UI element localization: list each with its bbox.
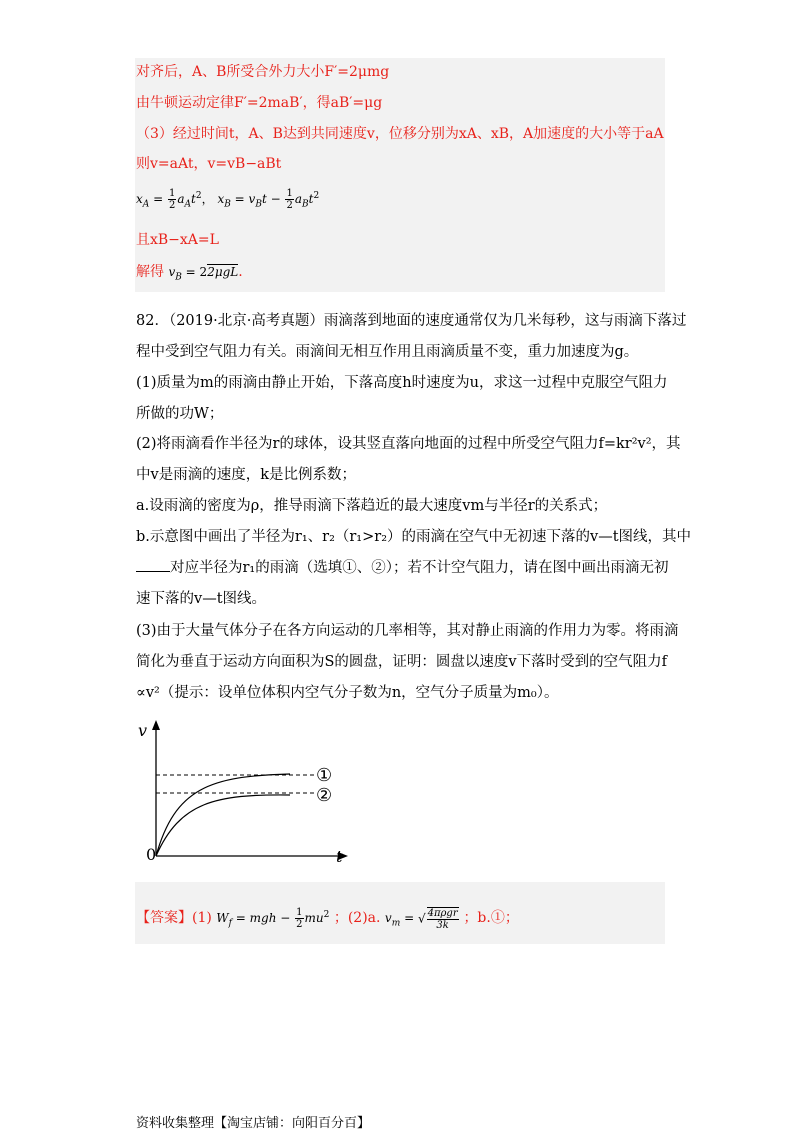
question-para-7: a.设雨滴的密度为ρ，推导雨滴下落趋近的最大速度vm与半径r的关系式； [136, 498, 608, 514]
origin-label: 0 [146, 845, 157, 864]
solution-line-1: 对齐后，A、B所受合外力大小F′=2μmg [136, 64, 390, 80]
vt-graph [130, 718, 360, 868]
question-para-6: 中v是雨滴的速度，k是比例系数； [136, 467, 356, 483]
solution-line-4: 则v=aAt，v=vB−aBt [136, 156, 282, 172]
footer-note: 资料收集整理【淘宝店铺：向阳百分百】 [136, 1116, 371, 1131]
question-para-13: ∝v²（提示：设单位体积内空气分子数为n，空气分子质量为m₀）。 [136, 685, 559, 701]
solution-line-3: （3）经过时间t，A、B达到共同速度v，位移分别为xA、xB，A加速度的大小等于aA [136, 126, 664, 142]
answer-line: 【答案】(1) $W_f$ = mgh − $\frac{1}{2}$ $mu^2$ ；(2)a. $v_m$ = √ $\frac{\text{4πρgr}}{3k}$ ；b.①； [136, 907, 519, 931]
y-axis-arrow [152, 720, 160, 730]
solution-line-6: 且xB−xA=L [136, 232, 219, 248]
x-axis-label: t [336, 847, 343, 866]
solution-line-5-formula: $x_A$ = $\frac{1}{2}$ $a_At^2$， $x_B = v_Bt$ − $\frac{1}{2}$ $a_Bt^2$ [136, 188, 320, 211]
question-para-4: 所做的功W； [136, 406, 224, 422]
question-para-11: (3)由于大量气体分子在各方向运动的几率相等，其对静止雨滴的作用力为零。将雨滴 [136, 623, 679, 639]
question-para-9: 对应半径为r₁的雨滴（选填①、②）；若不计空气阻力，请在图中画出雨滴无初 [136, 557, 669, 579]
question-para-1: 82．（2019·北京·高考真题）雨滴落到地面的速度通常仅为几米每秒，这与雨滴下落过 [136, 313, 687, 329]
answer-blank [136, 559, 170, 572]
question-para-2: 程中受到空气阻力有关。雨滴间无相互作用且雨滴质量不变，重力加速度为g。 [136, 344, 639, 360]
curve-2 [156, 795, 290, 856]
solution-line-7: 解得 $v_B = 22\mu gL$. [136, 264, 243, 283]
curve-2-label: ② [316, 785, 333, 806]
question-para-8: b.示意图中画出了半径为r₁、r₂（r₁>r₂）的雨滴在空气中无初速下落的v—t图线，其中 [136, 529, 692, 545]
curve-1 [156, 774, 290, 856]
question-para-12: 简化为垂直于运动方向面积为S的圆盘，证明：圆盘以速度v下落时受到的空气阻力f [136, 654, 667, 670]
solution-line-2: 由牛顿运动定律F′=2maB′，得aB′=μg [136, 95, 383, 111]
curve-1-label: ① [316, 765, 333, 786]
answer-tag: 【答案】 [136, 910, 192, 926]
question-para-10: 速下落的v—t图线。 [136, 591, 267, 607]
y-axis-label: v [138, 721, 148, 740]
question-para-3: (1)质量为m的雨滴由静止开始，下落高度h时速度为u，求这一过程中克服空气阻力 [136, 375, 668, 391]
question-para-5: (2)将雨滴看作半径为r的球体，设其竖直落向地面的过程中所受空气阻力f=kr²v²，其 [136, 436, 681, 452]
